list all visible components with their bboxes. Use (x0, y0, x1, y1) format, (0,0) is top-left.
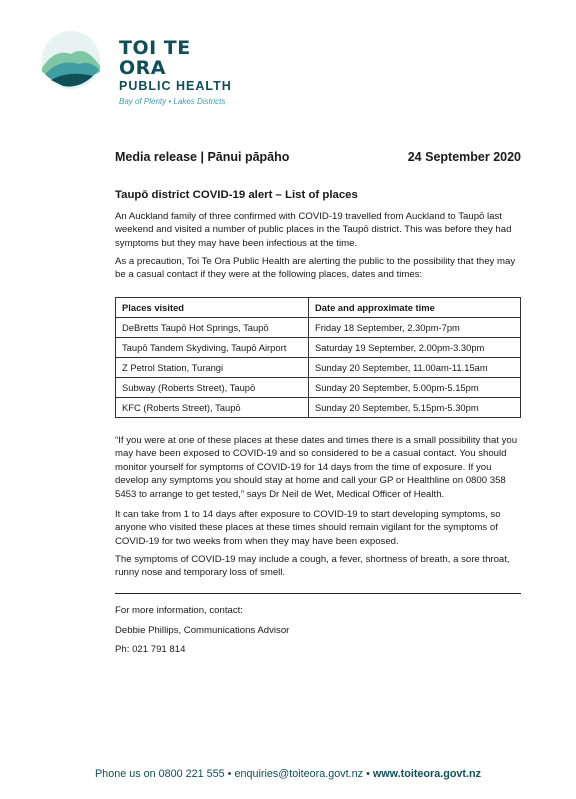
table-row (116, 378, 521, 398)
release-date: 24 September 2020 (407, 150, 521, 164)
quote-paragraph (115, 434, 521, 501)
symptoms-paragraph (115, 553, 521, 580)
place-cell: Z Petrol Station, Turangi (116, 358, 309, 378)
contact-phone: Ph: 021 791 814 (115, 644, 186, 655)
hills-logo-icon (33, 30, 109, 90)
footer-website[interactable]: www.toiteora.govt.nz (372, 768, 482, 780)
org-tagline: Bay of Plenty • Lakes Districts (119, 97, 226, 106)
table-row (116, 318, 521, 338)
table-row (116, 338, 521, 358)
place-cell: DeBretts Taupō Hot Springs, Taupō (116, 318, 309, 338)
incubation-paragraph (115, 508, 521, 548)
footer-phone: Phone us on 0800 221 555 (94, 768, 225, 780)
place-cell: Taupō Tandem Skydiving, Taupō Airport (116, 338, 309, 358)
page-title: Taupō district COVID-19 alert – List of places (115, 189, 358, 201)
footer-email[interactable]: enquiries@toiteora.govt.nz (234, 768, 364, 780)
paragraph-4: It can take from 1 to 14 days after exposure to COVID-19 to start developing symptoms, so anyone who visited these places at these times should remain vigilant for the symptoms of COVID-19 for two weeks from when they may have been exposed. (115, 509, 501, 547)
org-subtitle: PUBLIC HEALTH (119, 79, 232, 93)
footer-separator: • (366, 768, 370, 780)
places-table (115, 297, 521, 418)
table-row (116, 358, 521, 378)
table-row (116, 398, 521, 418)
precaution-paragraph (115, 255, 521, 282)
intro-paragraph (115, 210, 521, 250)
header-places: Places visited (116, 298, 309, 318)
place-cell: KFC (Roberts Street), Taupō (116, 398, 309, 418)
section-divider (115, 593, 521, 594)
contact-name: Debbie Phillips, Communications Advisor (115, 625, 290, 636)
header-date: Date and approximate time (309, 298, 521, 318)
date-cell: Saturday 19 September, 2.00pm-3.30pm (309, 338, 521, 358)
release-label: Media release | Pānui pāpāho (115, 150, 290, 164)
paragraph-2: As a precaution, Toi Te Ora Public Health are alerting the public to the possibility that they may be a casual contact if they were at the following places, dates and times: (115, 256, 516, 281)
contact-intro: For more information, contact: (115, 605, 243, 616)
footer-separator: • (227, 768, 232, 780)
date-cell: Friday 18 September, 2.30pm-7pm (309, 318, 521, 338)
org-name: TOI TE ORA (119, 37, 191, 79)
page-footer (0, 768, 576, 780)
org-logo (33, 30, 243, 106)
paragraph-5: The symptoms of COVID-19 may include a cough, a fever, shortness of breath, a sore throat, runny nose and temporary loss of smell. (115, 554, 510, 579)
date-cell: Sunday 20 September, 5.00pm-5.15pm (309, 378, 521, 398)
place-cell: Subway (Roberts Street), Taupō (116, 378, 309, 398)
table-header-row (116, 298, 521, 318)
date-cell: Sunday 20 September, 11.00am-11.15am (309, 358, 521, 378)
release-row (115, 150, 521, 164)
date-cell: Sunday 20 September, 5.15pm-5.30pm (309, 398, 521, 418)
paragraph-1: An Auckland family of three confirmed with COVID-19 travelled from Auckland to Taupō last weekend and visited a number of public places in the Taupō district. This was before they had symptoms but they may have been infectious at the time. (115, 211, 512, 249)
paragraph-3: “If you were at one of these places at these dates and times there is a small possibility that you may have been exposed to COVID-19 and so considered to be a casual contact. You should monitor yourself for symptoms of COVID-19 for 14 days from the time of exposure. If you develop any symptoms you should stay at home and call your GP or Healthline on 0800 358 5453 to arrange to get tested,” says Dr Neil de Wet, Medical Officer of Health. (115, 435, 518, 500)
